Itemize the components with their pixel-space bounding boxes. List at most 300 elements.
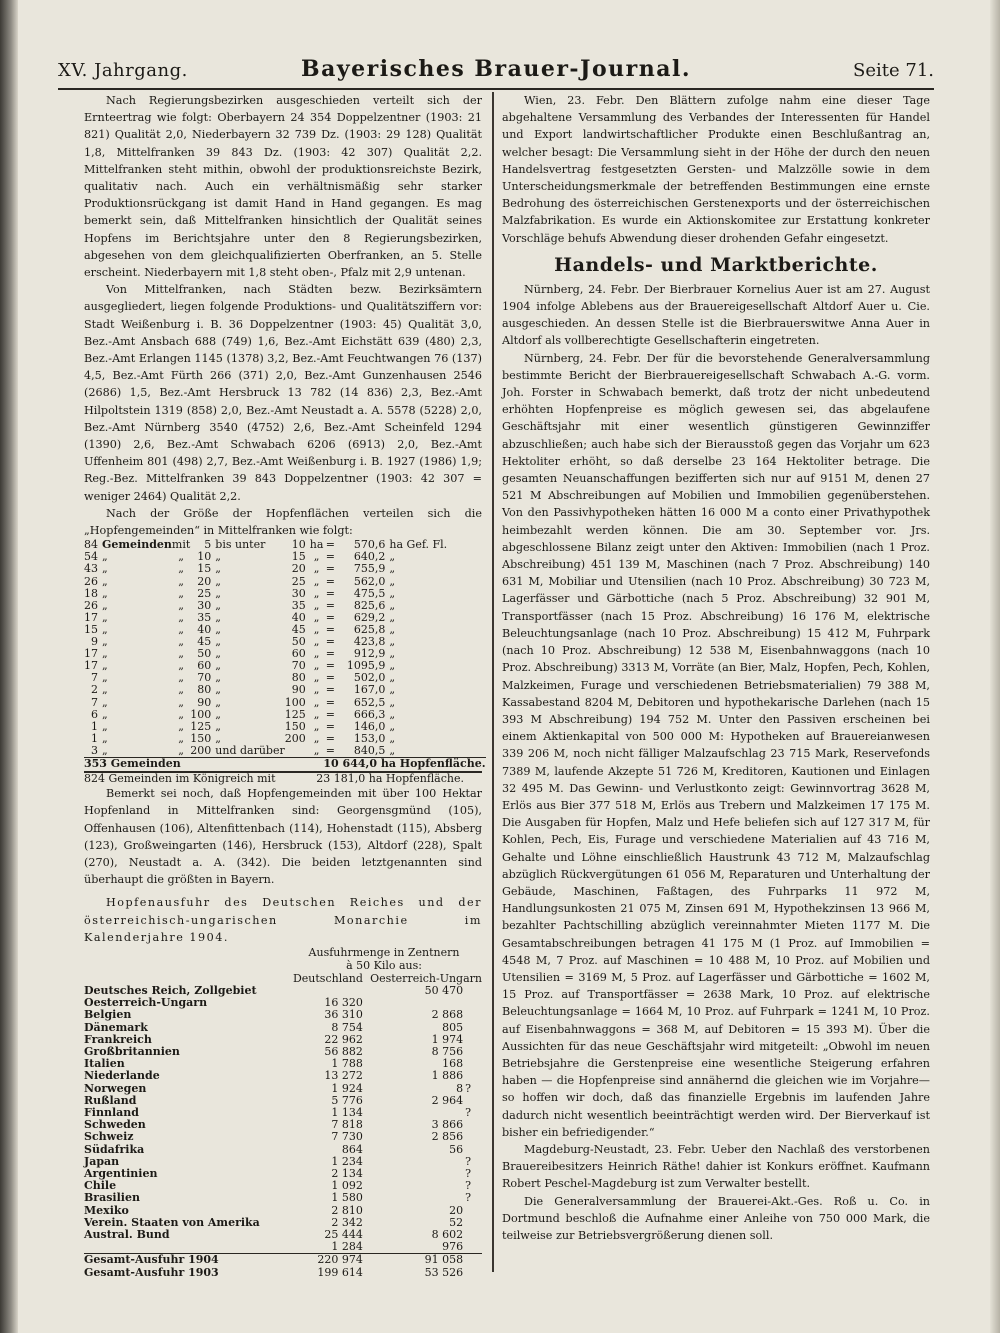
gemeinden-count: 18: [84, 586, 98, 600]
export-oesterreich: [369, 1168, 463, 1180]
country-name: Argentinien: [84, 1167, 158, 1181]
mit-label: „: [178, 659, 184, 673]
area-value: 502,0: [353, 671, 386, 685]
gemeinden-count: 54: [84, 550, 98, 564]
table-row: [84, 1046, 482, 1058]
lower-bound: 90: [197, 695, 212, 709]
country-name: Mexiko: [84, 1203, 129, 1217]
table-row: [84, 1168, 482, 1180]
export-oesterreich: [369, 1156, 463, 1168]
koenigreich-total: [84, 773, 464, 785]
uncertain-mark: [463, 1229, 482, 1241]
export-deutschland: 864: [341, 1142, 363, 1156]
lower-bound: 60: [197, 659, 212, 673]
area-unit: „: [389, 707, 396, 721]
export-deutschland: 25 444: [324, 1228, 363, 1242]
area-unit: „: [389, 598, 396, 612]
export-deutschland: 1 580: [331, 1191, 363, 1205]
upper-bound: 60: [291, 647, 306, 661]
mit-label: „: [178, 647, 184, 661]
country-name: Südafrika: [84, 1142, 145, 1156]
export-oesterreich: 52: [449, 1215, 464, 1229]
export-deutschland: 1 788: [331, 1057, 363, 1071]
lower-bound: 15: [197, 562, 212, 576]
equals-sign: =: [325, 731, 336, 745]
gemeinden-count: 17: [84, 610, 98, 624]
mit-label: „: [178, 719, 184, 733]
table-row: [84, 1083, 482, 1095]
mit-label: „: [178, 635, 184, 649]
country-name: Italien: [84, 1057, 125, 1071]
export-deutschland: 5 776: [331, 1093, 363, 1107]
lower-bound: 30: [197, 598, 212, 612]
page-header: [58, 56, 934, 86]
area-value: 1095,9: [346, 659, 386, 673]
export-deutschland: 7 818: [331, 1118, 363, 1132]
scan-left-edge: [0, 0, 18, 1333]
country-name: Austral. Bund: [84, 1228, 170, 1242]
export-title: Hopfenausfuhr des Deutschen Reiches und der österreichisch-ungarischen Monarchie im Kalenderjahre 1904.: [84, 896, 482, 944]
gemeinden-count: 17: [84, 647, 98, 661]
gemeinden-label: „: [102, 719, 108, 733]
export-deutschland: 1 234: [331, 1154, 363, 1168]
mit-label: „: [178, 707, 184, 721]
mit-label: „: [178, 731, 184, 745]
ha-unit: „: [313, 586, 320, 600]
bis-unter-label: „: [215, 610, 221, 624]
table-row: [84, 660, 486, 672]
paragraph-mittelfranken: Von Mittelfranken, nach Städten bezw. Bezirksämtern ausgegliedert, liegen folgende Produktions- und Qualitätsziffern vor: Stadt Weißenburg i. B. 36 Doppelzentner (1903: 45) Qualität 3,0, Bez.-Amt Ansbach 688 (749) 1,6, Bez.-Amt Eichstätt 639 (480) 2,3, Bez.-Amt Erlangen 1145 (1378) 3,2, Bez.-Amt Feuchtwangen 76 (137) 4,5, Bez.-Amt Fürth 266 (371) 2,0, Bez.-Amt Gunzenhausen 2546 (2686) 1,5, Bez.-Amt Hersbruck 13 782 (14 836) 2,3, Bez.-Amt Hilpoltstein 1319 (858) 2,0, Bez.-Amt Neustadt a. A. 5578 (5228) 2,0, Bez.-Amt Nürnberg 3540 (4752) 2,6, Bez.-Amt Scheinfeld 1294 (1390) 2,6, Bez.-Amt Schwabach 6206 (6913) 2,0, Bez.-Amt Uffenheim 801 (498) 2,7, Bez.-Amt Weißenburg i. B. 1927 (1986) 1,9; Reg.-Bez. Mittelfranken 39 843 Doppelzentner (1903: 42 307 = weniger 2464) Qualität 2,2.: [84, 283, 482, 503]
upper-bound: 35: [291, 598, 306, 612]
area-unit: „: [389, 731, 396, 745]
gemeinden-count: 9: [91, 635, 98, 649]
bis-unter-label: „: [215, 683, 221, 697]
bis-unter-label: bis unter: [215, 538, 266, 552]
bis-unter-label: „: [215, 731, 221, 745]
ha-unit: „: [313, 743, 320, 757]
table-row: [84, 1131, 482, 1143]
country-name: Japan: [84, 1154, 120, 1168]
gemeinden-count: 43: [84, 562, 98, 576]
table-row: [84, 1095, 482, 1107]
uncertain-mark: [463, 985, 482, 997]
gemeinden-count: 84: [84, 538, 98, 552]
journal-title: Bayerisches Brauer-Journal.: [301, 56, 691, 82]
paragraph-regierungsbezirke: Nach Regierungsbezirken ausgeschieden verteilt sich der Ernteertrag wie folgt: Oberbayern 24 354 Doppelzentner (1903: 21 821) Qualität 2,0, Niederbayern 32 739 Dz. (1903: 29 128) Qualität 1,8, Mittelfranken 39 843 Dz. (1903: 42 307) Qualität 2,2. Mittelfranken steht mithin, obwohl der produktionsreichste Bezirk, qualitativ nach. Auch ein verhältnismäßig sehr starker Produktionsrückgang ist damit Hand in Hand gegangen. Es mag bemerkt sein, daß Mittelfranken hinsichtlich der Qualität seines Hopfens im Berichtsjahre unter den 8 Regierungsbezirken, abgesehen von dem gleichqualifizierten Oberfranken, an 5. Stelle erscheint. Niederbayern mit 1,8 steht oben-, Pfalz mit 2,9 untenan.: [84, 94, 482, 280]
ha-unit: „: [313, 610, 320, 624]
export-oesterreich: 50 470: [424, 983, 464, 997]
mit-label: „: [178, 598, 184, 612]
ha-unit: „: [313, 731, 320, 745]
area-value: 153,0: [353, 731, 386, 745]
ha-unit: „: [313, 659, 320, 673]
gemeinden-label: „: [102, 695, 108, 709]
gemeinden-label: „: [102, 622, 108, 636]
area-unit: ha Gef. Fl.: [389, 538, 448, 552]
bis-unter-label: „: [215, 598, 221, 612]
ha-unit: „: [313, 598, 320, 612]
export-head-2: à 50 Kilo aus:: [346, 958, 422, 972]
bis-unter-label: „: [215, 550, 221, 564]
table-row: [84, 648, 486, 660]
table-row: [84, 1022, 482, 1034]
area-value: 825,6: [353, 598, 386, 612]
right-column: [502, 92, 930, 1244]
country-name: Oesterreich-Ungarn: [84, 996, 208, 1010]
area-value: 840,5: [353, 743, 386, 757]
equals-sign: =: [325, 635, 336, 649]
lower-bound: 10: [197, 550, 212, 564]
table-row: [84, 588, 486, 600]
paragraph-hopfengemeinden-intro: Nach der Größe der Hopfenflächen verteilen sich die „Hopfengemeinden“ in Mittelfranken wie folgt:: [84, 506, 482, 538]
ha-unit: „: [313, 562, 320, 576]
gemeinden-label: „: [102, 562, 108, 576]
scan-right-edge: [990, 0, 1000, 1333]
export-oesterreich: 168: [442, 1057, 464, 1071]
upper-bound: 150: [284, 719, 306, 733]
bis-unter-label: „: [215, 574, 221, 588]
total-row: [84, 1267, 482, 1279]
equals-sign: =: [325, 743, 336, 757]
mit-label: „: [178, 586, 184, 600]
export-oesterreich: 805: [442, 1020, 464, 1034]
total-oesterreich: 91 058: [369, 1254, 463, 1267]
export-deutschland: 2 810: [331, 1203, 363, 1217]
gemeinden-label: „: [102, 635, 108, 649]
export-deutschland: 1 924: [331, 1081, 363, 1095]
area-unit: „: [389, 743, 396, 757]
area-value: 625,8: [353, 622, 386, 636]
article-dortmund: Die Generalversammlung der Brauerei-Akt.-Ges. Roß u. Co. in Dortmund beschloß die Aufnahme einer Anleihe von 750 000 Mark, die teilweise zur Betriebsvergrößerung dienen soll.: [502, 1194, 930, 1242]
total-deutschland: 199 614: [317, 1265, 363, 1279]
equals-sign: =: [325, 538, 336, 552]
area-value: 146,0: [353, 719, 386, 733]
export-oesterreich: 8 602: [431, 1228, 464, 1242]
table-row: [84, 563, 486, 575]
hopfenausfuhr-table: [84, 946, 482, 1279]
gemeinden-count: 1: [91, 719, 98, 733]
lower-bound: 45: [197, 635, 212, 649]
country-name: Schweden: [84, 1118, 146, 1132]
equals-sign: =: [325, 707, 336, 721]
export-oesterreich: [369, 1180, 463, 1192]
upper-bound: 30: [291, 586, 306, 600]
export-deutschland: 13 272: [324, 1069, 363, 1083]
mit-label: „: [178, 671, 184, 685]
equals-sign: =: [325, 574, 336, 588]
table-sum-row: [84, 757, 486, 770]
uncertain-mark: ?: [465, 1081, 472, 1095]
uncertain-mark: [463, 1144, 482, 1156]
total-mark: [463, 1254, 482, 1267]
export-header-row-1: [84, 946, 482, 959]
lower-bound: 50: [197, 647, 212, 661]
export-col-oesterreich: Oesterreich-Ungarn: [370, 971, 482, 985]
lower-bound: 25: [197, 586, 212, 600]
export-col-deutschland: Deutschland: [292, 971, 363, 985]
country-name: Rußland: [84, 1093, 137, 1107]
area-value: 475,5: [353, 586, 386, 600]
article-magdeburg: Magdeburg-Neustadt, 23. Febr. Ueber den Nachlaß des verstorbenen Brauereibesitzers Heinrich Räthe! dahier ist Konkurs eröffnet. Kaufmann Robert Peschel-Magdeburg ist zum Verwalter bestellt.: [502, 1142, 930, 1191]
gemeinden-label: „: [102, 610, 108, 624]
ha-unit: „: [313, 671, 320, 685]
bis-unter-label: „: [215, 647, 221, 661]
total-mark: [463, 1267, 482, 1279]
equals-sign: =: [325, 659, 336, 673]
ha-unit: „: [313, 683, 320, 697]
table-row: [84, 576, 486, 588]
country-name: Brasilien: [84, 1191, 140, 1205]
table-row: [84, 721, 486, 733]
upper-bound: 100: [284, 695, 306, 709]
export-oesterreich: 2 868: [431, 1008, 464, 1022]
bis-unter-label: „: [215, 671, 221, 685]
koenigreich-row: [84, 773, 464, 785]
table-row: [84, 1119, 482, 1131]
uncertain-mark: ?: [465, 1179, 472, 1193]
equals-sign: =: [325, 622, 336, 636]
table-row: [84, 551, 486, 563]
upper-bound: 90: [291, 683, 306, 697]
export-oesterreich: 2 964: [431, 1093, 464, 1107]
mit-label: „: [178, 695, 184, 709]
article-nuernberg-1: Nürnberg, 24. Febr. Der Bierbrauer Kornelius Auer ist am 27. August 1904 infolge Ablebens aus der Brauereigesellschaft Altdorf Auer u. Cie. ausgeschieden. An dessen Stelle ist die Bierbrauerswitwe Anna Auer in Altdorf als vollberechtigte Gesellschafterin eingetreten.: [502, 282, 930, 348]
mit-label: „: [178, 743, 184, 757]
uncertain-mark: [463, 1009, 482, 1021]
gemeinden-label: Gemeinden: [102, 538, 172, 552]
area-unit: „: [389, 586, 396, 600]
export-deutschland: 16 320: [324, 996, 363, 1010]
bis-unter-label: „: [215, 562, 221, 576]
export-deutschland: 36 310: [324, 1008, 363, 1022]
ha-unit: „: [313, 695, 320, 709]
uncertain-mark: [463, 1217, 482, 1229]
country-name: Belgien: [84, 1008, 132, 1022]
article-nuernberg-2: Nürnberg, 24. Febr. Der für die bevorstehende Generalversammlung bestimmte Bericht der Bierbrauereigesellschaft Schwabach A.-G. vorm. Joh. Forster in Schwabach bemerkt, daß trotz der nicht unbedeutend erhöhten Hopfenpreise es möglich gewesen sei, das abgelaufene Geschäftsjahr mit einer wesentlich günstigeren Gewinnziffer abzuschließen; auch habe sich der Bierausstoß gegen das Vorjahr um 623 Hektoliter erhöht, so daß derselbe 23 164 Hektoliter betrage. Die gesamten Neuanschaffungen bezifferten sich nur auf 9151 M, denen 27 521 M Abschreibungen auf Mobilien und Immobilien gegenüberstehen. Von den Passivhypotheken hätten 16 000 M a conto einer Privathypothek heimbezahlt werden können. Die am 30. September vor. Jrs. abgeschlossene Bilanz zeigt unter den Aktiven: Immobilien (nach 1 Proz. Abschreibung) 451 139 M, Maschinen (nach 7 Proz. Abschreibung) 140 631 M, Mobiliar und Utensilien (nach 10 Proz. Abschreibung) 30 723 M, Lagerfässer und Gärbottiche (nach 5 Proz. Abschreibung) 32 901 M, Transportfässer (nach 15 Proz. Abschreibung) 16 176 M, elektrische Beleuchtungsanlage (nach 10 Proz. Abschreibung) 15 412 M, Fuhrpark (nach 10 Proz. Abschreibung) 12 538 M, Eisenbahnwaggons (nach 10 Proz. Abschreibung) 3313 M, Vorräte (an Bier, Malz, Hopfen, Pech, Kohlen, Malzkeimen, Furage und verschiedenen Betriebsmaterialien) 79 388 M, Kassabestand 8204 M, Debitoren und hypothekarische Darlehen (nach 15 393 M Abschreibung) 194 752 M. Unter den Passiven erscheinen bei einem Aktienkapital von 500 000 M: Hypotheken auf Brauereianwesen 339 206 M, noch nicht fälliger Malzaufschlag 23 715 Mark, Reservefonds 7389 M, laufende Akzepte 51 726 M, Kreditoren, Kautionen und Einlagen 32 495 M. Das Gewinn- und Verlustkonto zeigt: Gewinnvortrag 3628 M, Erlös aus Bier 377 518 M, Erlös aus Trebern und Malzkeimen 17 175 M. Die Ausgaben für Hopfen, Malz und Hefe beliefen sich auf 127 317 M, für Kohlen, Pech, Eis, Furage und verschiedene Materialien auf 43 716 M, Gehalte und Löhne einschließlich Haustrunk 43 712 M, Malzaufschlag abzüglich Rückvergütungen 61 056 M, Reparaturen und Unterhaltung der Gebäude, Maschinen, Faßtagen, des Fuhrparks 11 972 M, Handlungsunkosten 21 075 M, Zinsen 691 M, Hypothekzinsen 13 966 M, bezahlter Pachtschilling abzüglich vereinnahmter Mieten 1177 M. Die Gesamtabschreibungen betragen 41 175 M (1 Proz. auf Immobilien = 4548 M, 7 Proz. auf Maschinen = 10 488 M, 10 Proz. auf Mobilien und Utensilien = 3169 M, 5 Proz. auf Lagerfässer und Gärbottiche = 1602 M, 15 Proz. auf Transportfässer = 2638 Mark, 10 Proz. auf elektrische Beleuchtungsanlage = 1664 M, 10 Proz. auf Fuhrpark = 1241 M, 10 Proz. auf Eisenbahnwaggons = 368 M, auf Debitoren = 15 393 M). Über die Aussichten für das neue Geschäftsjahr wird mitgeteilt: „Obwohl im neuen Betriebsjahre die Gerstenpreise eine wesentliche Steigerung erfahren haben — die Hopfenpreise sind annähernd die gleichen wie im Vorjahre—so hoffen wir doch, daß das finanzielle Ergebnis im laufenden Jahre dadurch nicht wesentlich beeinträchtigt werden wird. Der Bierverkauf ist bisher ein befriedigender.“: [502, 351, 930, 1139]
equals-sign: =: [325, 683, 336, 697]
export-deutschland: 22 962: [324, 1032, 363, 1046]
uncertain-mark: [463, 1131, 482, 1143]
upper-bound: 15: [291, 550, 306, 564]
bis-unter-label: „: [215, 586, 221, 600]
koenigreich-value: 23 181,0 ha Hopfenfläche.: [316, 772, 464, 786]
table-row: [84, 684, 486, 696]
table-row: [84, 636, 486, 648]
equals-sign: =: [325, 562, 336, 576]
uncertain-mark: ?: [465, 1191, 472, 1205]
upper-bound: 125: [284, 707, 306, 721]
country-name: Finnland: [84, 1106, 139, 1120]
export-deutschland: 1 284: [331, 1240, 363, 1254]
uncertain-mark: [463, 1241, 482, 1254]
country-name: Niederlande: [84, 1069, 160, 1083]
total-deutschland: 220 974: [286, 1254, 369, 1267]
area-value: 652,5: [353, 695, 386, 709]
lower-bound: 200: [190, 743, 212, 757]
area-value: 570,6: [353, 538, 386, 552]
export-oesterreich: [369, 1192, 463, 1204]
export-oesterreich: 1 974: [431, 1032, 464, 1046]
koenigreich-label: 824 Gemeinden im Königreich mit: [84, 772, 276, 786]
table-row: [84, 1229, 482, 1241]
area-unit: „: [389, 610, 396, 624]
country-name: Deutsches Reich, Zollgebiet: [84, 983, 257, 997]
uncertain-mark: ?: [465, 1154, 472, 1168]
ha-unit: „: [313, 550, 320, 564]
area-value: 755,9: [353, 562, 386, 576]
gemeinden-label: „: [102, 574, 108, 588]
ha-unit: „: [313, 622, 320, 636]
gemeinden-label: „: [102, 683, 108, 697]
upper-bound: 25: [291, 574, 306, 588]
country-name: [84, 1241, 286, 1254]
export-oesterreich: 2 856: [431, 1130, 464, 1144]
upper-bound: 40: [291, 610, 306, 624]
bis-unter-label: „: [215, 659, 221, 673]
area-unit: „: [389, 574, 396, 588]
lower-bound: 5: [204, 538, 212, 552]
gemeinden-count: 7: [91, 695, 98, 709]
lower-bound: 70: [197, 671, 212, 685]
upper-bound: 50: [291, 635, 306, 649]
bis-unter-label: „: [215, 695, 221, 709]
lower-bound: 20: [197, 574, 212, 588]
table-row: [84, 1192, 482, 1204]
ha-unit: „: [313, 574, 320, 588]
export-oesterreich: 976: [442, 1240, 464, 1254]
lower-bound: 125: [190, 719, 212, 733]
area-value: 666,3: [353, 707, 386, 721]
ha-unit: „: [313, 635, 320, 649]
upper-bound: [285, 745, 310, 758]
country-name: Frankreich: [84, 1032, 152, 1046]
country-name: Dänemark: [84, 1020, 148, 1034]
gemeinden-label: „: [102, 671, 108, 685]
area-unit: „: [389, 550, 396, 564]
export-oesterreich: 8 756: [431, 1045, 464, 1058]
ha-unit: „: [313, 647, 320, 661]
lower-bound: 40: [197, 622, 212, 636]
area-value: 629,2: [353, 610, 386, 624]
export-oesterreich: 8: [456, 1081, 464, 1095]
equals-sign: =: [325, 695, 336, 709]
equals-sign: =: [325, 586, 336, 600]
export-oesterreich: 20: [449, 1203, 464, 1217]
area-unit: „: [389, 719, 396, 733]
area-value: 640,2: [353, 550, 386, 564]
gemeinden-label: „: [102, 707, 108, 721]
uncertain-mark: [463, 997, 482, 1009]
gemeinden-label: „: [102, 659, 108, 673]
uncertain-mark: [463, 1058, 482, 1070]
uncertain-mark: [463, 1070, 482, 1082]
equals-sign: =: [325, 719, 336, 733]
section-heading: Handels- und Marktberichte.: [554, 253, 878, 276]
article-wien: Wien, 23. Febr. Den Blättern zufolge nahm eine dieser Tage abgehaltene Versammlung des Verbandes der Interessenten für Handel und Export landwirtschaftlicher Produkte einen Beschlußantrag an, welcher besagt: Die Versammlung sieht in der Höhe der durch den neuen Handelsvertrag festgesetzten Gersten- und Malzzölle sowie in dem Unterscheidungsmerkmale der betreffenden Bestimmungen eine ernste Bedrohung des österreichischen Gerstenexports und der österreichischen Malzfabrikation. Es wurde ein Aktionskomitee zur Erstattung konkreter Vorschläge behufs Abwendung dieser drohenden Gefahr eingesetzt.: [502, 94, 930, 245]
gemeinden-count: 26: [84, 574, 98, 588]
export-deutschland: 1 134: [331, 1106, 363, 1120]
mit-label: „: [178, 683, 184, 697]
table-row: [84, 624, 486, 636]
export-deutschland: 7 730: [331, 1130, 363, 1144]
bis-unter-label: „: [215, 635, 221, 649]
bis-unter-label: „: [215, 719, 221, 733]
export-deutschland: 2 134: [331, 1167, 363, 1181]
sum-label: 353 Gemeinden: [84, 757, 323, 770]
area-unit: „: [389, 659, 396, 673]
total-label: Gesamt-Ausfuhr 1904: [84, 1254, 286, 1267]
table-row: [84, 1205, 482, 1217]
uncertain-mark: [463, 1034, 482, 1046]
mit-label: mit: [171, 538, 191, 552]
uncertain-mark: ?: [465, 1106, 472, 1120]
area-unit: „: [389, 562, 396, 576]
upper-bound: 200: [284, 731, 306, 745]
lower-bound: 35: [197, 610, 212, 624]
area-value: 912,9: [353, 647, 386, 661]
export-oesterreich: 3 866: [431, 1118, 464, 1132]
table-row: [84, 1144, 482, 1156]
gemeinden-label: „: [102, 647, 108, 661]
gemeinden-count: 7: [91, 671, 98, 685]
export-deutschland: 56 882: [324, 1045, 363, 1058]
lower-bound: 100: [190, 707, 212, 721]
upper-bound: 70: [291, 659, 306, 673]
total-row: [84, 1254, 482, 1267]
area-value: 423,8: [353, 635, 386, 649]
table-row: [84, 612, 486, 624]
table-row: [84, 600, 486, 612]
gemeinden-count: 1: [91, 731, 98, 745]
upper-bound: 10: [291, 538, 306, 552]
country-name: Norwegen: [84, 1081, 147, 1095]
gemeinden-count: 26: [84, 598, 98, 612]
equals-sign: =: [325, 598, 336, 612]
uncertain-mark: [463, 1119, 482, 1131]
country-name: Chile: [84, 1179, 117, 1193]
country-name: Schweiz: [84, 1130, 134, 1144]
paragraph-grosse-gemeinden: Bemerkt sei noch, daß Hopfengemeinden mit über 100 Hektar Hopfenland in Mittelfranken sind: Georgensgmünd (105), Offenhausen (106), Altenfittenbach (114), Hohenstadt (115), Absberg (123), Großweingarten (146), Hersbruck (153), Altdorf (228), Spalt (270), Neustadt a. A. (342). Die beiden letztgenannten sind überhaupt die größten in Bayern.: [84, 787, 482, 887]
ha-unit: „: [313, 707, 320, 721]
country-name: Großbritannien: [84, 1045, 180, 1058]
total-oesterreich: 53 526: [424, 1265, 464, 1279]
export-deutschland: 1 092: [331, 1179, 363, 1193]
area-value: 167,0: [353, 683, 386, 697]
uncertain-mark: [463, 1205, 482, 1217]
left-column: [84, 92, 486, 1279]
mit-label: „: [178, 574, 184, 588]
mit-label: „: [178, 562, 184, 576]
uncertain-mark: [463, 1022, 482, 1034]
export-deutschland: 8 754: [331, 1020, 363, 1034]
mit-label: „: [178, 622, 184, 636]
total-label: Gesamt-Ausfuhr 1903: [84, 1265, 219, 1279]
equals-sign: =: [325, 647, 336, 661]
upper-bound: 20: [291, 562, 306, 576]
header-rule: [58, 88, 934, 90]
gemeinden-count: 15: [84, 622, 98, 636]
hopfengemeinden-table: [84, 539, 486, 770]
area-unit: „: [389, 695, 396, 709]
upper-bound: 45: [291, 622, 306, 636]
lower-bound: 80: [197, 683, 212, 697]
area-value: 562,0: [353, 574, 386, 588]
area-unit: „: [389, 647, 396, 661]
upper-bound: 80: [291, 671, 306, 685]
ha-unit: ha: [309, 538, 324, 552]
table-row: [84, 672, 486, 684]
bis-unter-label: „: [215, 622, 221, 636]
